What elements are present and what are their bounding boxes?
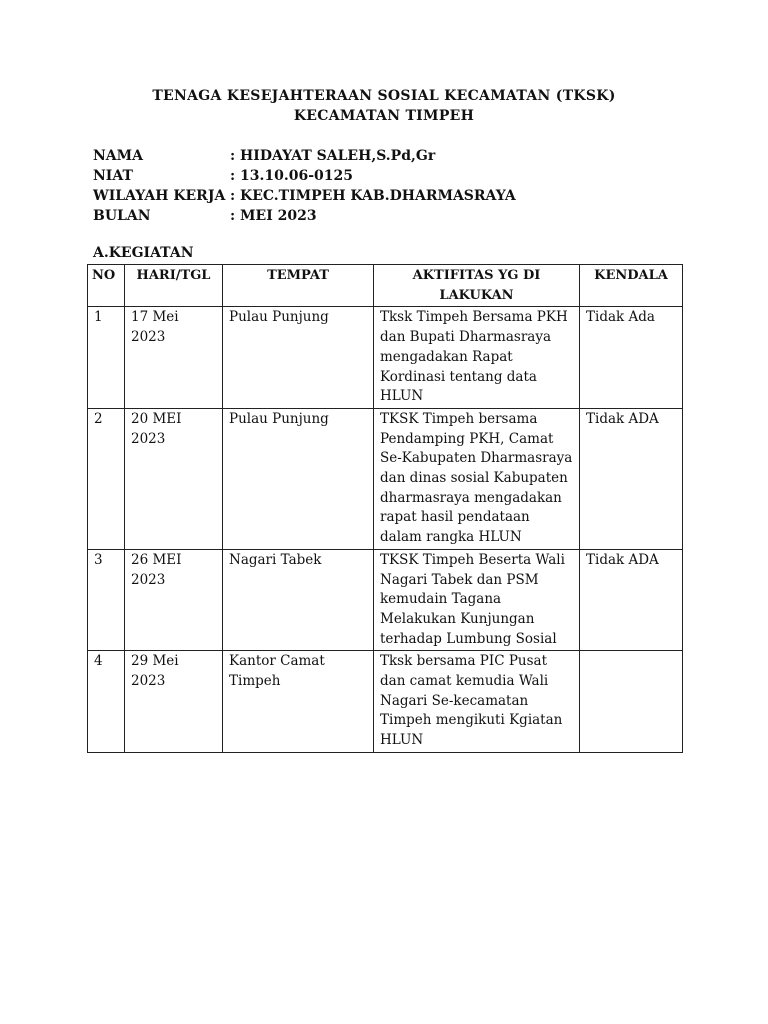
header-obstacle: KENDALA [580, 265, 683, 307]
cell-place: Pulau Punjung [223, 307, 374, 409]
cell-activity: TKSK Timpeh bersama Pendamping PKH, Camat Se-Kabupaten Dharmasraya dan dinas sosial Kabupaten dharmasraya mengadakan rapat hasil pendataan dalam rangka HLUN [374, 408, 580, 549]
cell-place: Kantor Camat Timpeh [223, 651, 374, 753]
activity-table [87, 264, 683, 753]
cell-place: Nagari Tabek [223, 549, 374, 651]
cell-place: Pulau Punjung [223, 408, 374, 549]
cell-activity: TKSK Timpeh Beserta Wali Nagari Tabek dan PSM kemudain Tagana Melakukan Kunjungan terhadap Lumbung Sosial [374, 549, 580, 651]
section-title: A.KEGIATAN [93, 245, 194, 261]
cell-no: 3 [88, 549, 125, 651]
info-value: : HIDAYAT SALEH,S.Pd,Gr [230, 148, 436, 164]
header-activity: AKTIFITAS YG DI LAKUKAN [374, 265, 580, 307]
table-row [88, 408, 683, 549]
info-row-bulan [93, 206, 516, 226]
table-header-row [88, 265, 683, 307]
info-row-niat [93, 166, 516, 186]
cell-obstacle: Tidak ADA [580, 408, 683, 549]
table-row [88, 307, 683, 409]
cell-date: 26 MEI 2023 [125, 549, 223, 651]
cell-obstacle: Tidak Ada [580, 307, 683, 409]
header-place: TEMPAT [223, 265, 374, 307]
cell-date: 29 Mei 2023 [125, 651, 223, 753]
info-value: : MEI 2023 [230, 208, 317, 224]
info-label: WILAYAH KERJA [93, 188, 226, 204]
cell-date: 20 MEI 2023 [125, 408, 223, 549]
header-no: NO [88, 265, 125, 307]
info-label: NAMA [93, 148, 144, 164]
cell-activity: Tksk Timpeh Bersama PKH dan Bupati Dharmasraya mengadakan Rapat Kordinasi tentang data HLUN [374, 307, 580, 409]
info-row-nama [93, 146, 516, 166]
cell-no: 4 [88, 651, 125, 753]
header-date: HARI/TGL [125, 265, 223, 307]
info-value: : 13.10.06-0125 [230, 168, 354, 184]
info-row-wilayah [93, 186, 516, 206]
info-block [93, 146, 516, 226]
cell-obstacle: Tidak ADA [580, 549, 683, 651]
table-row [88, 549, 683, 651]
cell-no: 2 [88, 408, 125, 549]
info-value: : KEC.TIMPEH KAB.DHARMASRAYA [230, 188, 516, 204]
document-title: TENAGA KESEJAHTERAAN SOSIAL KECAMATAN (TKSK) [152, 88, 616, 104]
cell-no: 1 [88, 307, 125, 409]
cell-date: 17 Mei 2023 [125, 307, 223, 409]
info-label: NIAT [93, 168, 133, 184]
document-subtitle: KECAMATAN TIMPEH [293, 108, 475, 124]
table-row [88, 651, 683, 753]
cell-obstacle [580, 651, 683, 753]
info-label: BULAN [93, 208, 151, 224]
cell-activity: Tksk bersama PIC Pusat dan camat kemudia Wali Nagari Se-kecamatan Timpeh mengikuti Kgiatan HLUN [374, 651, 580, 753]
